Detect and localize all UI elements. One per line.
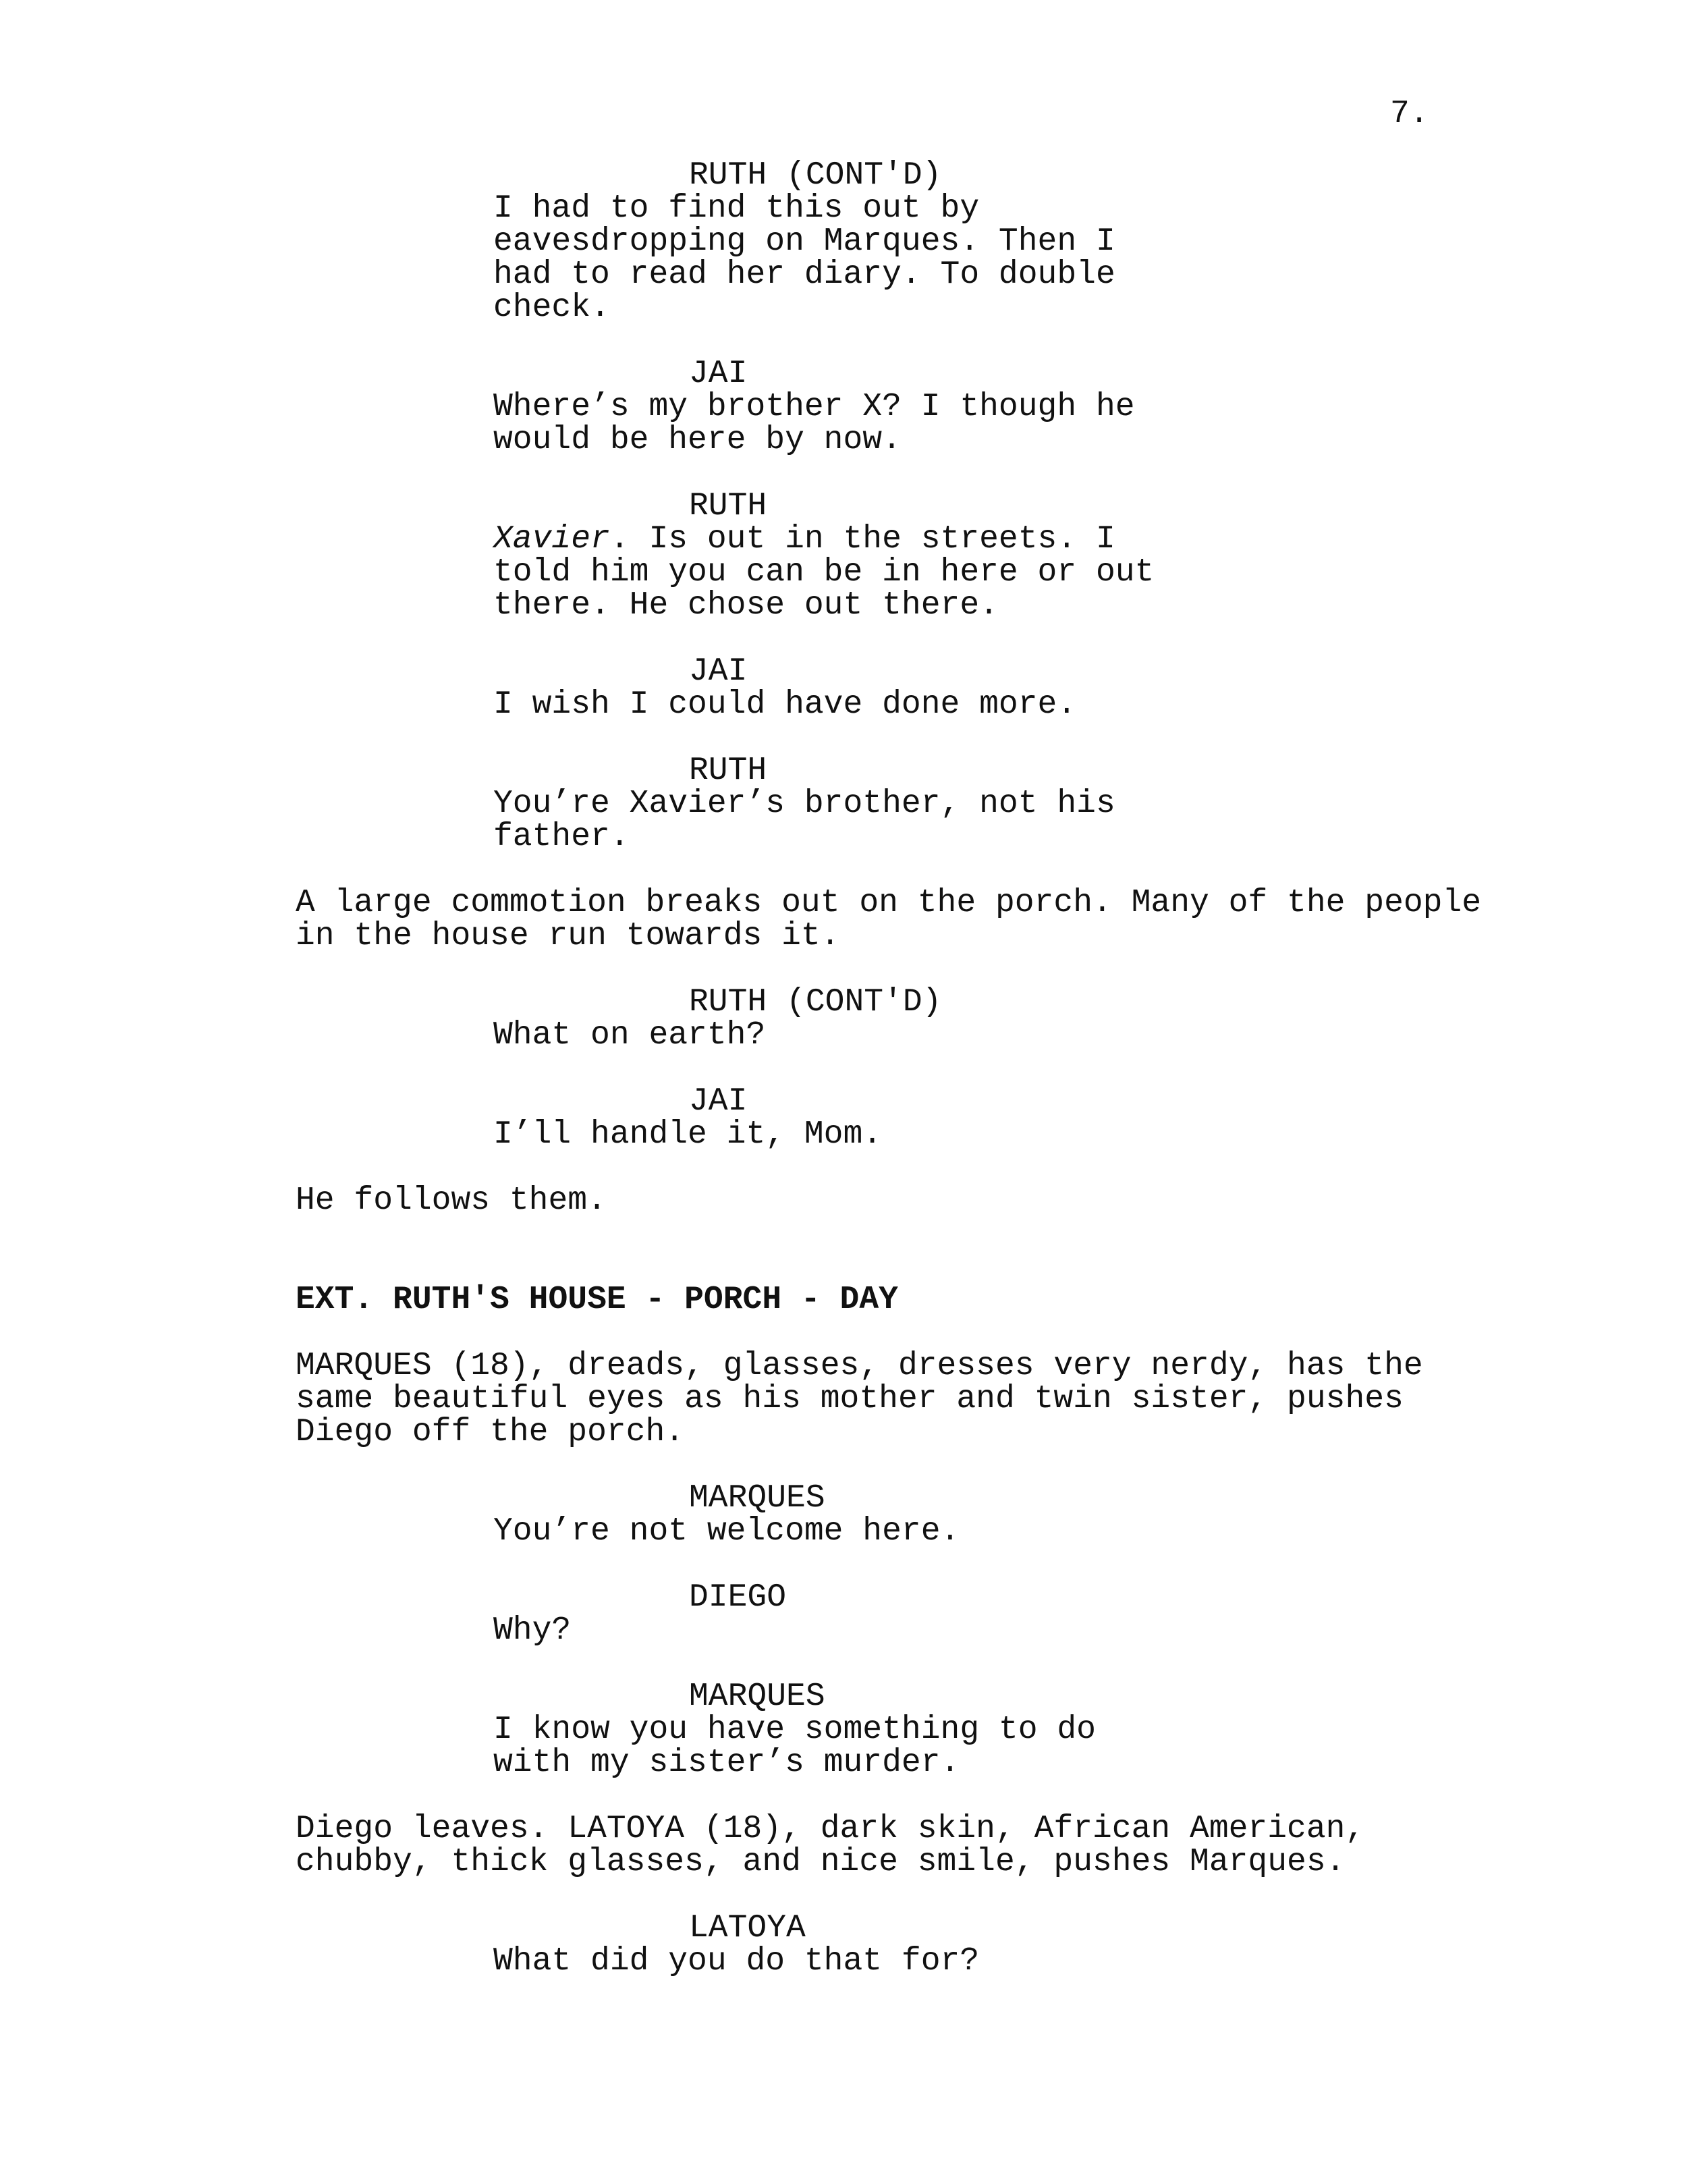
- dialogue-text: Why?: [493, 1612, 572, 1649]
- action-line: A large commotion breaks out on the porch. Many of the people in the house run towards it.: [296, 885, 1482, 954]
- script-body: [0, 159, 1687, 1978]
- action-line: MARQUES (18), dreads, glasses, dresses very nerdy, has the same beautiful eyes as his mother and twin sister, pushes Diego off the porch.: [296, 1348, 1423, 1450]
- dialogue-text: [493, 523, 1202, 622]
- dialogue-rest: . Is out in the streets. I told him you can be in here or out there. He chose out there.: [493, 521, 1155, 624]
- dialogue-emphasis: Xavier: [493, 521, 610, 557]
- dialogue-block: [0, 1678, 1687, 1781]
- character-cue: RUTH: [689, 753, 767, 789]
- dialogue-block: [0, 755, 1687, 854]
- scene-heading: EXT. RUTH'S HOUSE - PORCH - DAY: [296, 1282, 898, 1318]
- dialogue-block: [0, 1085, 1687, 1151]
- character-cue: RUTH (CONT'D): [689, 984, 942, 1020]
- character-cue: MARQUES: [689, 1678, 825, 1715]
- dialogue-block: [0, 986, 1687, 1052]
- dialogue-text: Where’s my brother X? I though he would be here by now.: [493, 389, 1135, 458]
- dialogue-block: [0, 490, 1687, 622]
- character-cue: JAI: [689, 653, 748, 690]
- character-cue: DIEGO: [689, 1579, 787, 1616]
- dialogue-block: [0, 1581, 1687, 1647]
- character-cue: MARQUES: [689, 1480, 825, 1517]
- dialogue-text: I had to find this out by eavesdropping on Marques. Then I had to read her diary. To double check.: [493, 190, 1115, 326]
- dialogue-text: I’ll handle it, Mom.: [493, 1116, 883, 1153]
- dialogue-text: What did you do that for?: [493, 1943, 980, 1980]
- page-number: 7.: [1390, 96, 1429, 132]
- character-cue: LATOYA: [689, 1910, 806, 1946]
- dialogue-text: I wish I could have done more.: [493, 686, 1077, 723]
- dialogue-text: You’re not welcome here.: [493, 1513, 960, 1550]
- dialogue-block: [0, 655, 1687, 721]
- character-cue: JAI: [689, 356, 748, 392]
- action-line: Diego leaves. LATOYA (18), dark skin, African American, chubby, thick glasses, and nice smile, pushes Marques.: [296, 1811, 1365, 1880]
- dialogue-block: [0, 358, 1687, 457]
- dialogue-block: [0, 1912, 1687, 1978]
- character-cue: RUTH: [689, 488, 767, 524]
- dialogue-text: I know you have something to do with my sister’s murder.: [493, 1712, 1096, 1781]
- dialogue-text: What on earth?: [493, 1017, 766, 1054]
- dialogue-text: You’re Xavier’s brother, not his father.: [493, 786, 1115, 855]
- character-cue: RUTH (CONT'D): [689, 157, 942, 194]
- action-line: He follows them.: [296, 1182, 607, 1219]
- dialogue-block: [0, 159, 1687, 325]
- dialogue-block: [0, 1482, 1687, 1548]
- character-cue: JAI: [689, 1083, 748, 1120]
